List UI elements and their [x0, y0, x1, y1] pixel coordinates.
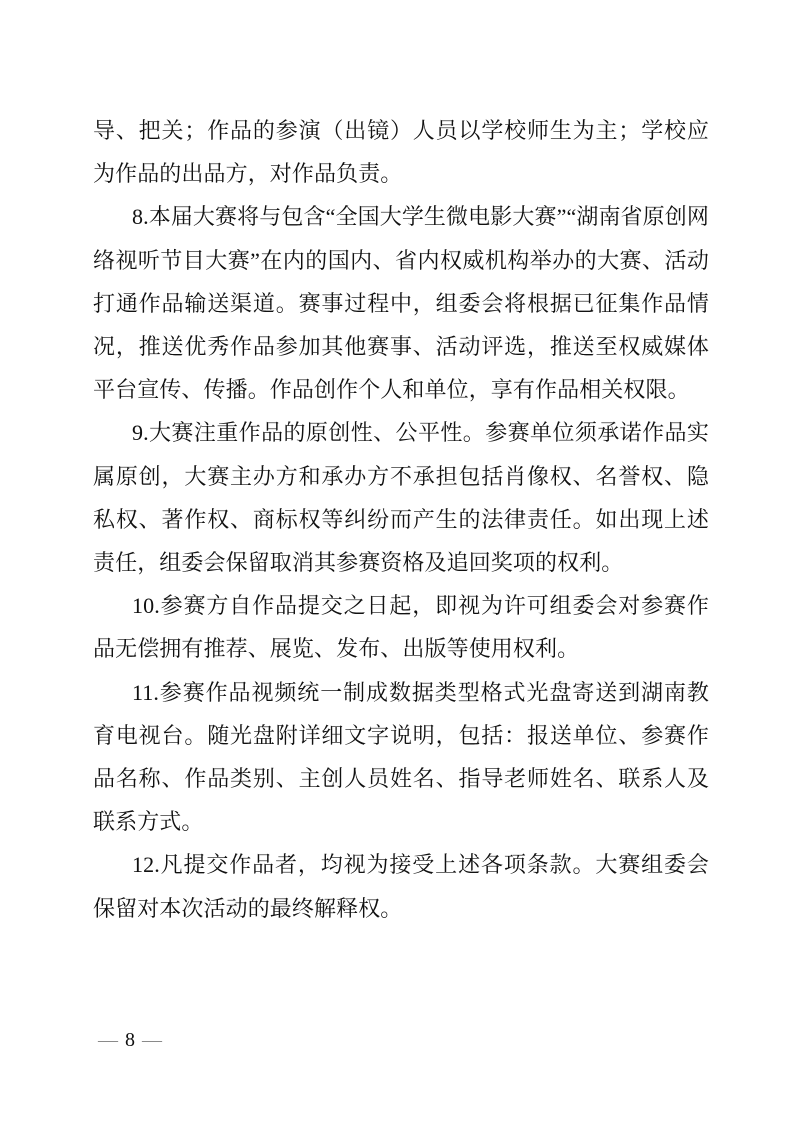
page-number-value: 8 — [125, 1029, 135, 1051]
paragraph-item-10: 10.参赛方自作品提交之日起，即视为许可组委会对参赛作品无偿拥有推荐、展览、发布、出版等使用权利。 — [93, 593, 709, 662]
document-body — [93, 109, 709, 930]
page-number-dash-right: — — [142, 1029, 162, 1051]
page-number-dash-left: — — [98, 1029, 118, 1051]
paragraph-item-8: 8.本届大赛将与包含“全国大学生微电影大赛”“湖南省原创网络视听节目大赛”在内的国内、省内权威机构举办的大赛、活动打通作品输送渠道。赛事过程中，组委会将根据已征集作品情况，推送优秀作品参加其他赛事、活动评选，推送至权威媒体平台宣传、传播。作品创作个人和单位，享有作品相关权限。 — [93, 204, 709, 403]
paragraph-item-11: 11.参赛作品视频统一制成数据类型格式光盘寄送到湖南教育电视台。随光盘附详细文字说明，包括：报送单位、参赛作品名称、作品类别、主创人员姓名、指导老师姓名、联系人及联系方式。 — [93, 679, 709, 835]
paragraph-item-12: 12.凡提交作品者，均视为接受上述各项条款。大赛组委会保留对本次活动的最终解释权。 — [93, 852, 709, 921]
paragraph-continuation: 导、把关；作品的参演（出镜）人员以学校师生为主；学校应为作品的出品方，对作品负责。 — [93, 118, 709, 187]
paragraph-item-9: 9.大赛注重作品的原创性、公平性。参赛单位须承诺作品实属原创，大赛主办方和承办方不承担包括肖像权、名誉权、隐私权、著作权、商标权等纠纷而产生的法律责任。如出现上述责任，组委会保留取消其参赛资格及追回奖项的权利。 — [93, 420, 709, 576]
page-number-footer — [98, 1028, 162, 1052]
